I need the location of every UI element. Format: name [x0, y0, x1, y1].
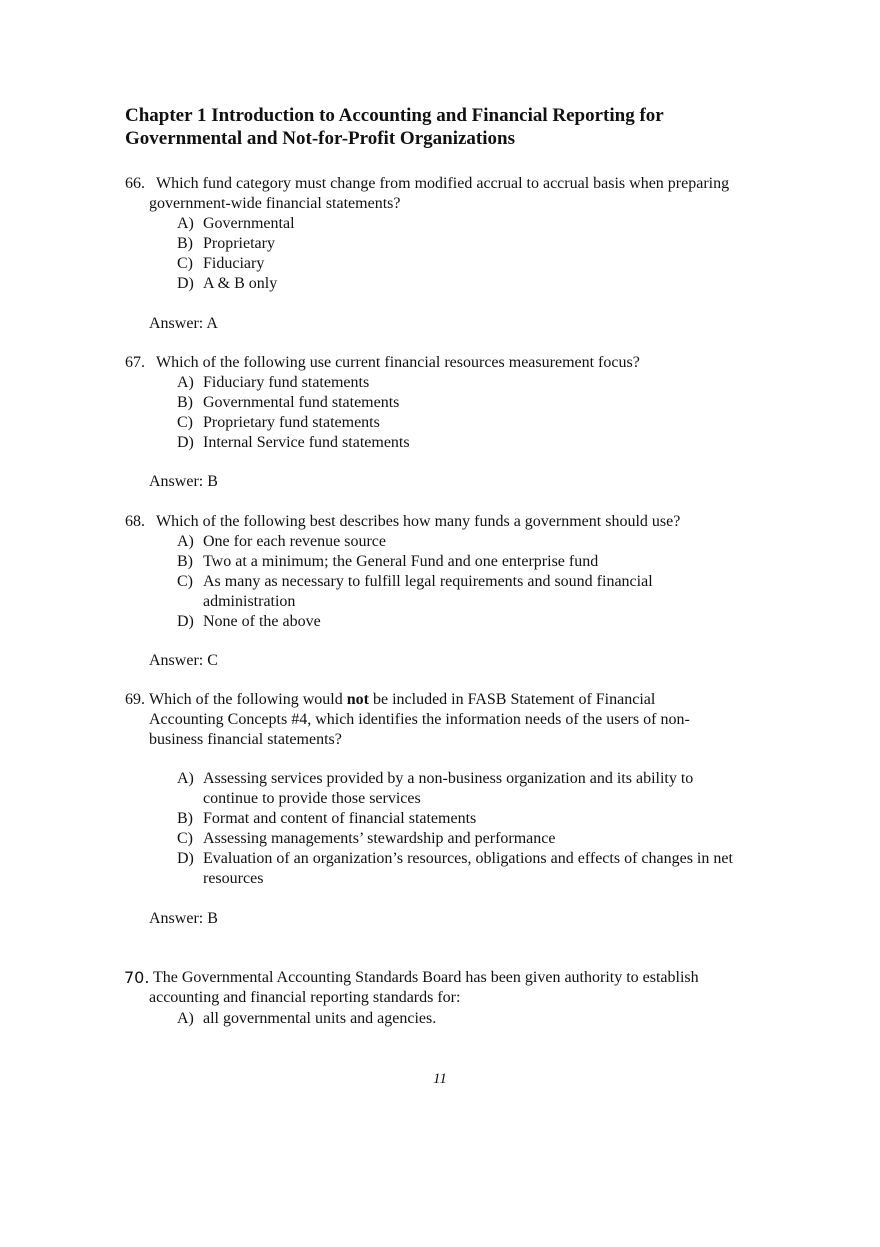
option-letter: A) [177, 533, 194, 550]
option-text: Proprietary [203, 235, 275, 252]
question-text-continued: government-wide financial statements? [149, 195, 401, 212]
option-letter: A) [177, 1010, 194, 1027]
question-number: 66. [125, 175, 145, 192]
question-number: 68. [125, 513, 145, 530]
page-number: 11 [433, 1071, 447, 1087]
answer: Answer: C [149, 652, 218, 669]
option-text: A & B only [203, 275, 278, 292]
option-text-continued: administration [203, 593, 296, 610]
option-text: As many as necessary to fulfill legal requirements and sound financial [203, 573, 653, 590]
question-number: 69. [125, 691, 145, 708]
option-text: Two at a minimum; the General Fund and one enterprise fund [203, 553, 599, 570]
option-text: None of the above [203, 613, 321, 630]
question-text-continued: business financial statements? [149, 731, 342, 748]
option-text: all governmental units and agencies. [203, 1010, 437, 1027]
answer: Answer: B [149, 910, 218, 927]
option-letter: C) [177, 573, 193, 590]
option-text: Fiduciary fund statements [203, 374, 370, 391]
option-text: One for each revenue source [203, 533, 387, 550]
option-letter: B) [177, 553, 193, 570]
question-text [149, 690, 655, 710]
option-letter: C) [177, 255, 193, 272]
question-number: 67. [125, 354, 145, 371]
chapter-title-line-1: Chapter 1 Introduction to Accounting and Financial Reporting for [125, 105, 664, 126]
option-letter: D) [177, 850, 194, 867]
question-text-continued: accounting and financial reporting standards for: [149, 989, 461, 1006]
option-letter: B) [177, 394, 193, 411]
option-text: Proprietary fund statements [203, 414, 380, 431]
option-letter: B) [177, 810, 193, 827]
chapter-title [125, 104, 765, 150]
chapter-title-line-2: Governmental and Not-for-Profit Organizations [125, 128, 515, 149]
option-letter: C) [177, 414, 193, 431]
option-text: Assessing services provided by a non-business organization and its ability to [203, 770, 694, 787]
question-number: 70. [124, 968, 150, 987]
answer: Answer: B [149, 473, 218, 490]
option-letter: A) [177, 770, 194, 787]
option-text: Governmental fund statements [203, 394, 400, 411]
option-text: Internal Service fund statements [203, 434, 410, 451]
option-letter: C) [177, 830, 193, 847]
option-letter: A) [177, 215, 194, 232]
option-text: Assessing managements’ stewardship and performance [203, 830, 556, 847]
option-text: Format and content of financial statements [203, 810, 477, 827]
option-letter: D) [177, 275, 194, 292]
option-text-continued: resources [203, 870, 264, 887]
question-text-part: Which of the following would [149, 691, 347, 708]
option-text-continued: continue to provide those services [203, 790, 421, 807]
option-text: Fiduciary [203, 255, 265, 272]
answer: Answer: A [149, 315, 218, 332]
emphasis-not: not [346, 691, 369, 708]
option-letter: D) [177, 434, 194, 451]
option-text: Evaluation of an organization’s resources, obligations and effects of changes in net [203, 850, 733, 867]
option-letter: A) [177, 374, 194, 391]
option-text: Governmental [203, 215, 295, 232]
question-text: Which of the following use current financial resources measurement focus? [156, 354, 640, 371]
question-text: Which of the following best describes how many funds a government should use? [156, 513, 681, 530]
question-text-part: be included in FASB Statement of Financial [368, 691, 656, 708]
question-text: The Governmental Accounting Standards Board has been given authority to establish [153, 969, 699, 986]
option-letter: B) [177, 235, 193, 252]
question-text-continued: Accounting Concepts #4, which identifies the information needs of the users of non- [149, 711, 690, 728]
question-text: Which fund category must change from modified accrual to accrual basis when preparing [156, 175, 730, 192]
option-letter: D) [177, 613, 194, 630]
